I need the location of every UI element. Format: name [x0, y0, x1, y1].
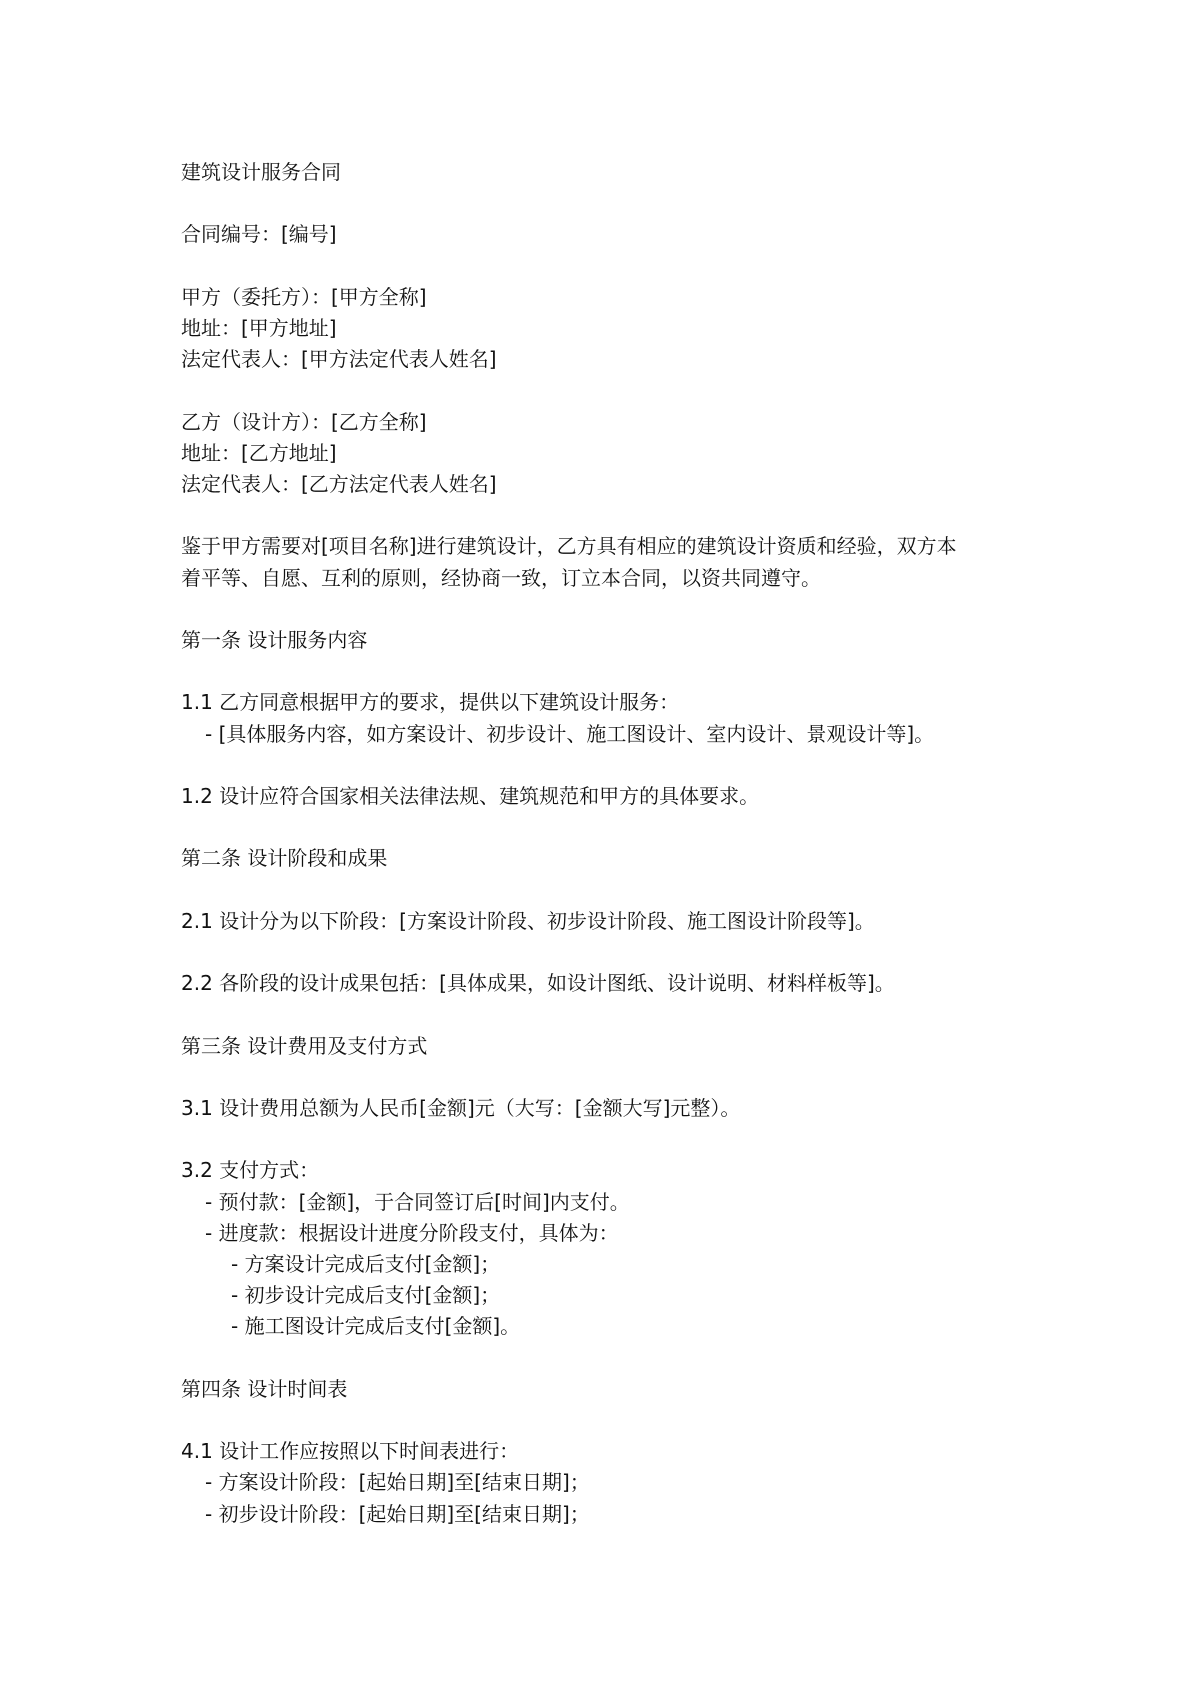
spacer [181, 1343, 1021, 1374]
clause-2-2: 2.2 各阶段的设计成果包括：[具体成果，如设计图纸、设计说明、材料样板等]。 [181, 971, 895, 996]
article-4-heading: 第四条 设计时间表 [181, 1376, 348, 1401]
clause-1-1: 1.1 乙方同意根据甲方的要求，提供以下建筑设计服务： [181, 690, 680, 715]
spacer [181, 188, 1021, 219]
article-2-heading: 第二条 设计阶段和成果 [181, 846, 388, 871]
clause-3-2-sub-item: - 方案设计完成后支付[金额]； [231, 1251, 501, 1276]
clause-3-2-sub-item: - 初步设计完成后支付[金额]； [231, 1283, 501, 1308]
spacer [181, 937, 1021, 968]
article-3-heading: 第三条 设计费用及支付方式 [181, 1033, 428, 1058]
spacer [181, 1062, 1021, 1093]
clause-4-1: 4.1 设计工作应按照以下时间表进行： [181, 1439, 520, 1464]
spacer [181, 750, 1021, 781]
clause-3-1: 3.1 设计费用总额为人民币[金额]元（大写：[金额大写]元整）。 [181, 1095, 741, 1120]
clause-1-1-item: - [具体服务内容，如方案设计、初步设计、施工图设计、室内设计、景观设计等]。 [205, 721, 935, 746]
document-title: 建筑设计服务合同 [181, 160, 341, 184]
preamble-line: 鉴于甲方需要对[项目名称]进行建筑设计，乙方具有相应的建筑设计资质和经验，双方本 [181, 534, 957, 559]
clause-4-1-item: - 初步设计阶段：[起始日期]至[结束日期]； [205, 1501, 590, 1526]
clause-4-1-item: - 方案设计阶段：[起始日期]至[结束日期]； [205, 1470, 590, 1495]
party-b-name: 乙方（设计方）：[乙方全称] [181, 409, 427, 434]
preamble-line: 着平等、自愿、互利的原则，经协商一致，订立本合同，以资共同遵守。 [181, 565, 821, 590]
party-a-address: 地址：[甲方地址] [181, 315, 337, 340]
clause-2-1: 2.1 设计分为以下阶段：[方案设计阶段、初步设计阶段、施工图设计阶段等]。 [181, 908, 875, 933]
clause-3-2-progress-payment: - 进度款：根据设计进度分阶段支付，具体为： [205, 1220, 619, 1245]
spacer [181, 812, 1021, 843]
party-a-representative: 法定代表人：[甲方法定代表人姓名] [181, 347, 497, 372]
clause-3-2-prepayment: - 预付款：[金额]，于合同签订后[时间]内支付。 [205, 1189, 630, 1214]
document-body [181, 157, 1021, 1530]
contract-number: 合同编号：[编号] [181, 222, 337, 247]
spacer [181, 1405, 1021, 1436]
clause-3-2: 3.2 支付方式： [181, 1158, 320, 1183]
spacer [181, 875, 1021, 906]
clause-1-2: 1.2 设计应符合国家相关法律法规、建筑规范和甲方的具体要求。 [181, 783, 760, 808]
party-a-name: 甲方（委托方）：[甲方全称] [181, 284, 427, 309]
spacer [181, 375, 1021, 406]
spacer [181, 999, 1021, 1030]
spacer [181, 251, 1021, 282]
party-b-address: 地址：[乙方地址] [181, 440, 337, 465]
spacer [181, 1124, 1021, 1155]
article-1-heading: 第一条 设计服务内容 [181, 627, 368, 652]
spacer [181, 500, 1021, 531]
clause-3-2-sub-item: - 施工图设计完成后支付[金额]。 [231, 1314, 521, 1339]
spacer [181, 594, 1021, 625]
party-b-representative: 法定代表人：[乙方法定代表人姓名] [181, 471, 497, 496]
spacer [181, 656, 1021, 687]
